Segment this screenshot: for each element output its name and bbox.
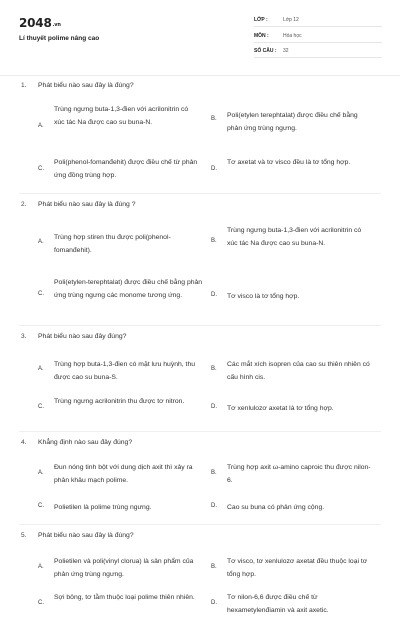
option-text: Polietilen và poli(vinyl clorua) là sản phẩm của phản ứng trùng ngưng. bbox=[54, 558, 194, 578]
option-letter: D. bbox=[211, 292, 217, 298]
meta-row-class bbox=[254, 14, 382, 27]
meta-key-class: LỚP : bbox=[254, 17, 268, 23]
option-text: Đun nóng tinh bột với dung dịch axit thì xảy ra phản khâu mạch polime. bbox=[54, 464, 193, 484]
option-text: Trùng ngưng buta-1,3-đien với acrilonitrin có xúc tác Na được cao su buna-N. bbox=[54, 106, 189, 126]
option-text: Poli(etylen-terephtalat) được điều chế bằng phản ứng trùng ngưng các monome tương ứng. bbox=[54, 279, 203, 299]
question-number: 1. bbox=[21, 82, 27, 89]
option-text: Trùng hợp stiren thu được poli(phenol-fomanđehit). bbox=[54, 234, 171, 254]
worksheet-title: Lí thuyết polime nâng cao bbox=[19, 35, 100, 42]
meta-value-class: Lớp 12 bbox=[283, 17, 299, 23]
option-letter: D. bbox=[211, 404, 217, 410]
option-letter: B. bbox=[211, 116, 217, 122]
option-letter: C. bbox=[38, 503, 44, 509]
option-text: Trùng hợp buta-1,3-đien có mặt lưu huỳnh, thu được cao su buna-S. bbox=[54, 361, 195, 381]
option-letter: A. bbox=[38, 470, 44, 476]
option-text: Trùng hợp axit ω-amino caproic thu được nilon-6. bbox=[227, 464, 371, 484]
meta-value-subject: Hóa học bbox=[283, 33, 302, 39]
question-number: 2. bbox=[21, 201, 27, 208]
question-separator bbox=[19, 524, 381, 525]
question-number: 5. bbox=[21, 532, 27, 539]
option-text: Tơ nilon-6,6 được điều chế từ hexametylenđiamin và axit axetic. bbox=[227, 594, 329, 614]
question-separator bbox=[19, 325, 381, 326]
option-text: Các mắt xích isopren của cao su thiên nhiên có cấu hình cis. bbox=[227, 361, 370, 381]
option-letter: D. bbox=[211, 503, 217, 509]
option-letter: B. bbox=[211, 366, 217, 372]
option-text: Cao su buna có phản ứng cộng. bbox=[227, 504, 325, 511]
header-divider bbox=[0, 75, 400, 76]
option-text: Poli(phenol-fomanđehit) được điều chế từ phản ứng đồng trùng hợp. bbox=[54, 159, 198, 179]
option-text: Tơ xenlulozơ axetat là tơ tổng hợp. bbox=[227, 405, 334, 412]
question-text: Phát biểu nào sau đây đúng? bbox=[38, 333, 127, 340]
meta-row-count bbox=[254, 45, 382, 58]
question-separator bbox=[19, 431, 381, 432]
question-text: Phát biểu nào sau đây là đúng? bbox=[38, 532, 134, 539]
question-text: Khẳng định nào sau đây đúng? bbox=[38, 439, 133, 446]
option-letter: B. bbox=[211, 470, 217, 476]
option-letter: A. bbox=[38, 366, 44, 372]
question-number: 3. bbox=[21, 333, 27, 340]
option-letter: C. bbox=[38, 600, 44, 606]
option-text: Tơ visco, tơ xenlulozơ axetat đều thuộc loại tơ tổng hợp. bbox=[227, 558, 368, 578]
option-text: Sợi bông, tơ tằm thuộc loại polime thiên nhiên. bbox=[54, 594, 195, 601]
option-letter: A. bbox=[38, 123, 44, 129]
option-letter: B. bbox=[211, 238, 217, 244]
option-text: Polietilen là polime trùng ngưng. bbox=[54, 504, 152, 511]
meta-key-subject: MÔN : bbox=[254, 33, 269, 39]
option-letter: D. bbox=[211, 600, 217, 606]
option-letter: D. bbox=[211, 166, 217, 172]
option-text: Tơ axetat và tơ visco đều là tơ tổng hợp. bbox=[227, 159, 351, 166]
option-text: Trùng ngưng acrilonitrin thu được tơ nitron. bbox=[54, 398, 185, 405]
question-text: Phát biểu nào sau đây là đúng? bbox=[38, 82, 134, 89]
logo-sub: .vn bbox=[52, 22, 61, 28]
option-text: Trùng ngưng buta-1,3-đien với acrilonitrin có xúc tác Na được cao su buna-N. bbox=[227, 227, 362, 247]
meta-key-count: SỐ CÂU : bbox=[254, 48, 277, 54]
option-letter: C. bbox=[38, 291, 44, 297]
meta-value-count: 32 bbox=[283, 48, 289, 54]
option-text: Tơ visco là tơ tổng hợp. bbox=[227, 293, 300, 300]
question-text: Phát biểu nào sau đây là đúng ? bbox=[38, 201, 136, 208]
option-letter: C. bbox=[38, 404, 44, 410]
site-logo[interactable] bbox=[19, 16, 61, 30]
option-letter: B. bbox=[211, 564, 217, 570]
logo-main: 2048 bbox=[19, 16, 52, 30]
meta-row-subject bbox=[254, 30, 382, 43]
option-letter: A. bbox=[38, 564, 44, 570]
worksheet-header bbox=[0, 0, 400, 74]
option-letter: A. bbox=[38, 239, 44, 245]
option-text: Poli(etylen terephtalat) được điều chế bằng phản ứng trùng ngưng. bbox=[227, 112, 358, 132]
option-letter: C. bbox=[38, 166, 44, 172]
question-number: 4. bbox=[21, 439, 27, 446]
question-separator bbox=[19, 193, 381, 194]
